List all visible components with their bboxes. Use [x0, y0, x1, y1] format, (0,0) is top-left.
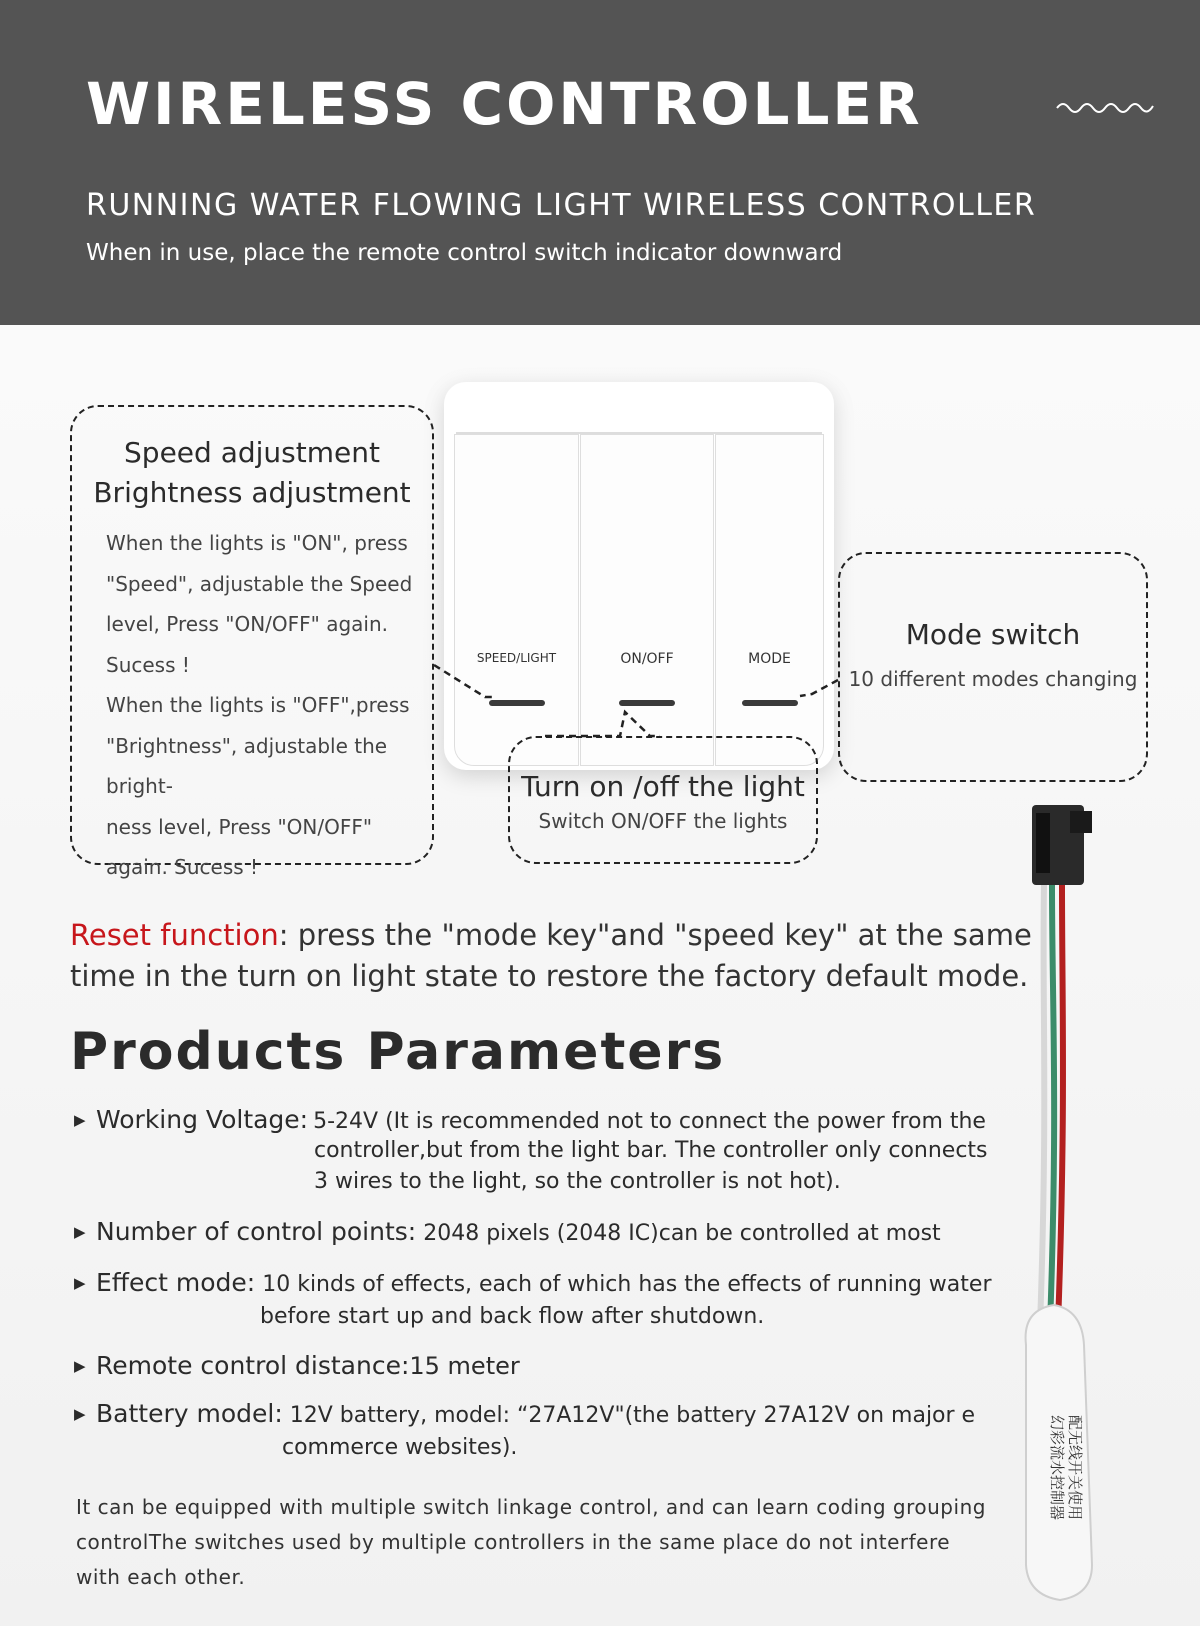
bullet-arrow-icon: ▶ — [74, 1274, 86, 1292]
params-title: Products Parameters — [70, 1022, 726, 1082]
footer-note: It can be equipped with multiple switch linkage control, and can learn coding grouping controlThe switches used by multiple controllers in the same place do not interfere with each other. — [76, 1495, 986, 1589]
usage-note: When in use, place the remote control switch indicator downward — [86, 240, 843, 266]
speed-light-key-label: SPEED/LIGHT — [476, 651, 557, 665]
param-label: Working Voltage: — [96, 1105, 309, 1134]
brightness-heading: Brightness adjustment — [93, 476, 411, 509]
param-label: Remote control distance: — [96, 1351, 410, 1380]
param-value-cont: 3 wires to the light, so the controller is not hot). — [314, 1169, 841, 1194]
onoff-description: Switch ON/OFF the lights — [538, 809, 788, 833]
param-label: Effect mode: — [96, 1268, 256, 1297]
mode-key-label: MODE — [748, 651, 791, 667]
param-remote-distance — [74, 1350, 520, 1383]
reset-description: : press the "mode key"and "speed key" at the same time in the turn on light state to restore the factory default mode. — [70, 918, 1032, 993]
bullet-arrow-icon: ▶ — [74, 1405, 86, 1423]
param-value-cont: controller,but from the light bar. The controller only connects — [314, 1138, 988, 1163]
speed-description — [106, 523, 418, 888]
onoff-key-label: ON/OFF — [620, 651, 674, 667]
reset-function-text — [70, 915, 1060, 997]
param-value: 10 kinds of effects, each of which has the effects of running water — [255, 1272, 992, 1297]
device-label-line2: 配无线开关使用 — [1066, 1415, 1084, 1521]
bullet-arrow-icon: ▶ — [74, 1223, 86, 1241]
speed-line: When the lights is "ON", press — [106, 531, 408, 555]
onoff-callout — [508, 736, 818, 864]
bullet-arrow-icon: ▶ — [74, 1111, 86, 1129]
reset-label: Reset function — [70, 918, 279, 952]
param-label: Number of control points: — [96, 1217, 417, 1246]
speed-line: Sucess ! — [106, 652, 190, 677]
param-value: 15 meter — [409, 1352, 520, 1380]
mode-heading: Mode switch — [905, 618, 1081, 651]
device-label-line1: 幻彩流水控制器 — [1048, 1415, 1066, 1521]
param-working-voltage — [74, 1104, 988, 1194]
speed-line: ness level, Press "ON/OFF" — [106, 814, 373, 839]
param-value: 5-24V (It is recommended not to connect the power from the — [313, 1109, 986, 1134]
param-value: 2048 pixels (2048 IC)can be controlled at most — [416, 1221, 941, 1246]
bullet-arrow-icon: ▶ — [74, 1357, 86, 1375]
param-value-cont: commerce websites). — [282, 1435, 518, 1460]
param-effect-mode — [74, 1267, 992, 1329]
speed-line: "Brightness", adjustable the bright- — [106, 733, 388, 798]
speed-line: again. Sucess ! — [106, 855, 259, 879]
speed-callout — [70, 405, 434, 879]
page-subtitle: RUNNING WATER FLOWING LIGHT WIRELESS CONTROLLER — [86, 188, 1037, 223]
param-value-cont: before start up and back flow after shutdown. — [260, 1304, 765, 1329]
param-value: 12V battery, model: “27A12V"(the battery 27A12V on major e — [282, 1403, 976, 1428]
mode-description: 10 different modes changing — [848, 667, 1138, 691]
param-label: Battery model: — [96, 1399, 283, 1428]
page-title: WIRELESS CONTROLLER — [86, 70, 923, 138]
speed-line: When the lights is "OFF",press — [106, 693, 410, 717]
param-control-points — [74, 1216, 941, 1249]
param-battery-model — [74, 1398, 976, 1460]
speed-line: "Speed", adjustable the Speed — [106, 571, 413, 596]
mode-callout — [838, 552, 1148, 782]
speed-heading: Speed adjustment — [124, 436, 380, 469]
speed-line: level, Press "ON/OFF" again. — [106, 612, 389, 636]
onoff-heading: Turn on /off the light — [521, 770, 805, 803]
